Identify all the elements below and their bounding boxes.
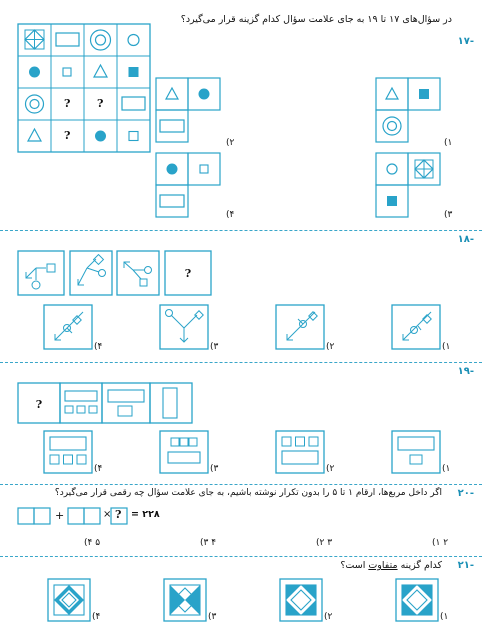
q17-option-2-figure: [156, 78, 220, 142]
grid-question-mark: ?: [97, 97, 104, 110]
section-divider: [0, 230, 482, 231]
filled-circle-icon: [167, 164, 177, 174]
square-icon: [63, 68, 71, 76]
question-number-21: -۲۱: [457, 560, 474, 571]
section-divider: [0, 556, 482, 557]
q18-sequence: [18, 251, 211, 295]
times-sign: ×: [103, 509, 112, 520]
diamond-in-square-icon: [25, 30, 44, 49]
arrow-icon: [78, 268, 87, 285]
q17-option-4-figure: [156, 153, 220, 217]
filled-circle-icon: [30, 67, 40, 77]
q21-text-underlined: متفاوت: [368, 560, 398, 571]
filled-square-icon: [420, 90, 429, 99]
grid-question-mark: ?: [64, 97, 71, 110]
question-number-17: -۱۷: [457, 36, 474, 47]
question-number-20: -۲۰: [457, 488, 474, 499]
triangle-icon: [166, 88, 178, 99]
square-icon: [200, 165, 208, 173]
q18-option-4-label[interactable]: ۴): [94, 342, 103, 352]
question-21-text: [340, 560, 442, 571]
q21-option-1-label[interactable]: ۱): [440, 612, 449, 622]
filled-circle-icon: [199, 89, 209, 99]
concentric-circles-icon: [91, 30, 111, 50]
q21-option-3-label[interactable]: ۳): [208, 612, 217, 622]
q17-option-3-label[interactable]: ۳): [444, 210, 453, 220]
filled-square-icon: [129, 68, 138, 77]
rectangle-icon: [56, 33, 79, 46]
q17-option-3-figure: [376, 153, 440, 217]
q17-option-1-figure: [376, 78, 440, 142]
arrow-icon: [124, 262, 133, 270]
q19-option-3-label[interactable]: ۳): [210, 464, 219, 474]
q20-option-2-label: ۲): [316, 538, 325, 548]
rectangle-icon: [122, 97, 145, 110]
square-icon: [140, 279, 147, 286]
q20-option-3[interactable]: [200, 538, 216, 548]
q18-option-2-label[interactable]: ۲): [326, 342, 335, 352]
q18-option-1-label[interactable]: ۱): [442, 342, 451, 352]
rectangle-icon: [160, 195, 184, 207]
q20-option-2-value: ۳: [327, 538, 333, 548]
q20-option-4-value: ۵: [95, 538, 101, 548]
circle-icon: [128, 35, 139, 46]
section-divider: [0, 484, 482, 485]
diamond-in-square-icon: [415, 160, 433, 178]
filled-circle-icon: [96, 131, 106, 141]
concentric-circles-icon: [26, 95, 44, 113]
q17-option-2-label[interactable]: ۲): [226, 138, 235, 148]
q20-option-1-label: ۱): [432, 538, 441, 548]
triangle-icon: [94, 65, 107, 77]
square-icon: [129, 132, 138, 141]
q19-options: [44, 431, 440, 473]
question-number-19: -۱۹: [457, 366, 474, 377]
q20-option-1[interactable]: [432, 538, 448, 548]
triangle-icon: [386, 88, 398, 99]
q21-option-4-label[interactable]: ۴): [92, 612, 101, 622]
section-divider: [0, 362, 482, 363]
q20-option-4[interactable]: [84, 538, 100, 548]
circle-icon: [32, 281, 40, 289]
q20-option-3-value: ۴: [211, 538, 217, 548]
q20-option-4-label: ۴): [84, 538, 93, 548]
q18-options: [44, 305, 440, 349]
filled-square-icon: [388, 197, 397, 206]
q18-question-mark: ?: [184, 267, 192, 280]
triangle-icon: [28, 129, 41, 141]
q21-text-prefix: کدام گزینه: [397, 560, 442, 571]
q19-option-4-label[interactable]: ۴): [94, 464, 103, 474]
q19-option-1-label[interactable]: ۱): [442, 464, 451, 474]
q19-question-mark: ?: [35, 398, 43, 411]
q19-sequence: [18, 383, 192, 423]
plus-sign: +: [55, 509, 65, 522]
concentric-circles-icon: [383, 117, 401, 135]
circle-icon: [387, 164, 397, 174]
q20-option-2[interactable]: [316, 538, 332, 548]
q21-options: [48, 579, 438, 621]
q17-main-grid: [18, 24, 150, 152]
arrow-icon: [26, 268, 36, 278]
q20-option-1-value: ۲: [443, 538, 449, 548]
q20-option-3-label: ۳): [200, 538, 209, 548]
q18-option-3-label[interactable]: ۳): [210, 342, 219, 352]
q21-option-2-label[interactable]: ۲): [324, 612, 333, 622]
question-number-18: -۱۸: [457, 234, 474, 245]
square-icon: [47, 264, 55, 272]
grid-question-mark: ?: [64, 129, 71, 142]
q21-text-suffix: است؟: [340, 560, 369, 571]
q17-option-1-label[interactable]: ۱): [444, 138, 453, 148]
question-20-text: اگر داخل مربع‌ها، ارقام ۱ تا ۵ را بدون تکرار نوشته باشیم، به جای علامت سؤال چه رقمی قرار می‌گیرد؟: [54, 488, 442, 498]
q20-question-mark: ?: [115, 508, 122, 521]
equation-result: ۲۲۸ =: [131, 509, 160, 520]
q19-option-2-label[interactable]: ۲): [326, 464, 335, 474]
q17-option-4-label[interactable]: ۴): [226, 210, 235, 220]
rectangle-icon: [160, 120, 184, 132]
instruction-text: در سؤال‌های ۱۷ تا ۱۹ به جای علامت سؤال کدام گزینه قرار می‌گیرد؟: [180, 14, 452, 25]
